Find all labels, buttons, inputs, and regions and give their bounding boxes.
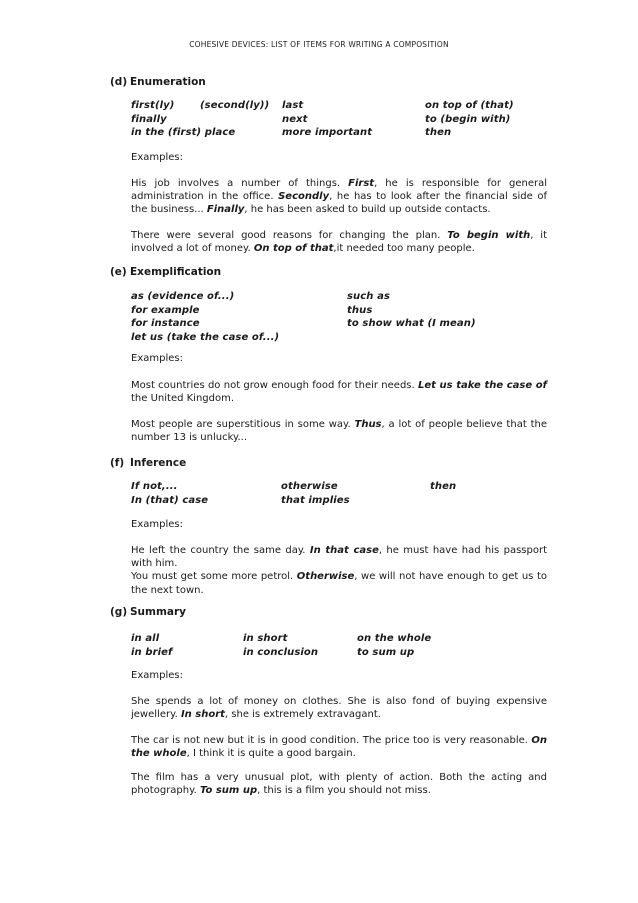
section-letter: (g) (110, 606, 128, 618)
cohesive-device-highlight: Secondly (278, 191, 330, 203)
example-paragraph: She spends a lot of money on clothes. She is also fond of buying expensive jewellery. In short, she is extremely extravagant. (131, 696, 547, 721)
cohesive-device-highlight: Otherwise (296, 571, 355, 583)
device-term: next (282, 113, 308, 125)
device-term: that implies (281, 494, 350, 506)
example-paragraph: There were several good reasons for changing the plan. To begin with, it involved a lot of money. On top of that,it needed too many people. (131, 230, 547, 255)
device-term: otherwise (281, 481, 338, 492)
device-term: in conclusion (243, 646, 319, 658)
device-term: last (282, 100, 304, 111)
device-term: such as (347, 291, 390, 302)
device-term: finally (131, 113, 167, 125)
examples-label: Examples: (131, 152, 183, 163)
cohesive-device-highlight: In short (180, 709, 225, 721)
section-heading (110, 457, 186, 469)
example-paragraph: The car is not new but it is in good condition. The price too is very reasonable. On the whole, I think it is quite a good bargain. (131, 735, 547, 760)
cohesive-device-highlight: On the whole (131, 735, 547, 760)
device-term: to (begin with) (425, 113, 511, 125)
examples-label: Examples: (131, 670, 183, 681)
device-term: thus (347, 304, 373, 316)
examples-label: Examples: (131, 519, 183, 530)
device-term: for example (131, 304, 200, 316)
device-term: then (425, 127, 452, 138)
page-header: COHESIVE DEVICES: LIST OF ITEMS FOR WRITING A COMPOSITION (189, 40, 449, 49)
device-term: in short (243, 633, 288, 644)
section-title: Inference (130, 457, 187, 469)
device-term: to show what (I mean) (347, 318, 476, 329)
cohesive-device-highlight: First (348, 178, 375, 189)
device-term: to sum up (357, 646, 415, 658)
section-letter: (e) (110, 266, 127, 278)
section-title: Summary (130, 606, 187, 618)
device-term: In (that) case (131, 494, 209, 506)
cohesive-device-highlight: Thus (354, 419, 382, 430)
cohesive-device-highlight: On top of that (253, 243, 334, 255)
device-term: let us (take the case of...) (131, 331, 280, 343)
device-term: on the whole (357, 633, 432, 644)
device-term: then (430, 481, 457, 492)
device-term: for instance (131, 318, 200, 329)
section-letter: (f) (110, 457, 125, 469)
cohesive-device-highlight: Let us take the case of (418, 380, 547, 391)
example-paragraph: Most countries do not grow enough food for their needs. Let us take the case of the United Kingdom. (131, 380, 547, 405)
cohesive-device-highlight: To sum up (199, 785, 258, 797)
device-term: If not,... (131, 481, 178, 492)
device-term: (second(ly)) (200, 100, 270, 111)
device-term: on top of (that) (425, 100, 514, 111)
device-term: in brief (131, 646, 173, 658)
cohesive-device-highlight: To begin with (447, 230, 531, 241)
section-heading (110, 266, 221, 278)
section-letter: (d) (110, 76, 128, 88)
section-heading (110, 76, 206, 88)
device-term: in the (first) place (131, 127, 236, 138)
device-term: first(ly) (131, 100, 175, 111)
example-paragraph: He left the country the same day. In that case, he must have had his passport with him. You must get some more petrol. Otherwise, we will not have enough to get us to the next town. (131, 545, 548, 596)
section-title: Exemplification (130, 266, 222, 278)
cohesive-device-highlight: In that case (309, 545, 379, 556)
device-term: in all (131, 633, 160, 644)
example-paragraph: The film has a very unusual plot, with plenty of action. Both the acting and photography. To sum up, this is a film you should not miss. (131, 772, 547, 797)
section-heading (110, 606, 186, 618)
device-term: as (evidence of...) (131, 291, 235, 302)
device-term: more important (282, 127, 373, 138)
section-title: Enumeration (130, 76, 206, 88)
example-paragraph: Most people are superstitious in some way. Thus, a lot of people believe that the number 13 is unlucky... (131, 419, 547, 444)
example-paragraph: His job involves a number of things. First, he is responsible for general administration in the office. Secondly, he has to look after the financial side of the business... Finally, he has been asked to build up outside contacts. (131, 178, 548, 216)
examples-label: Examples: (131, 353, 183, 364)
cohesive-device-highlight: Finally (206, 204, 245, 216)
